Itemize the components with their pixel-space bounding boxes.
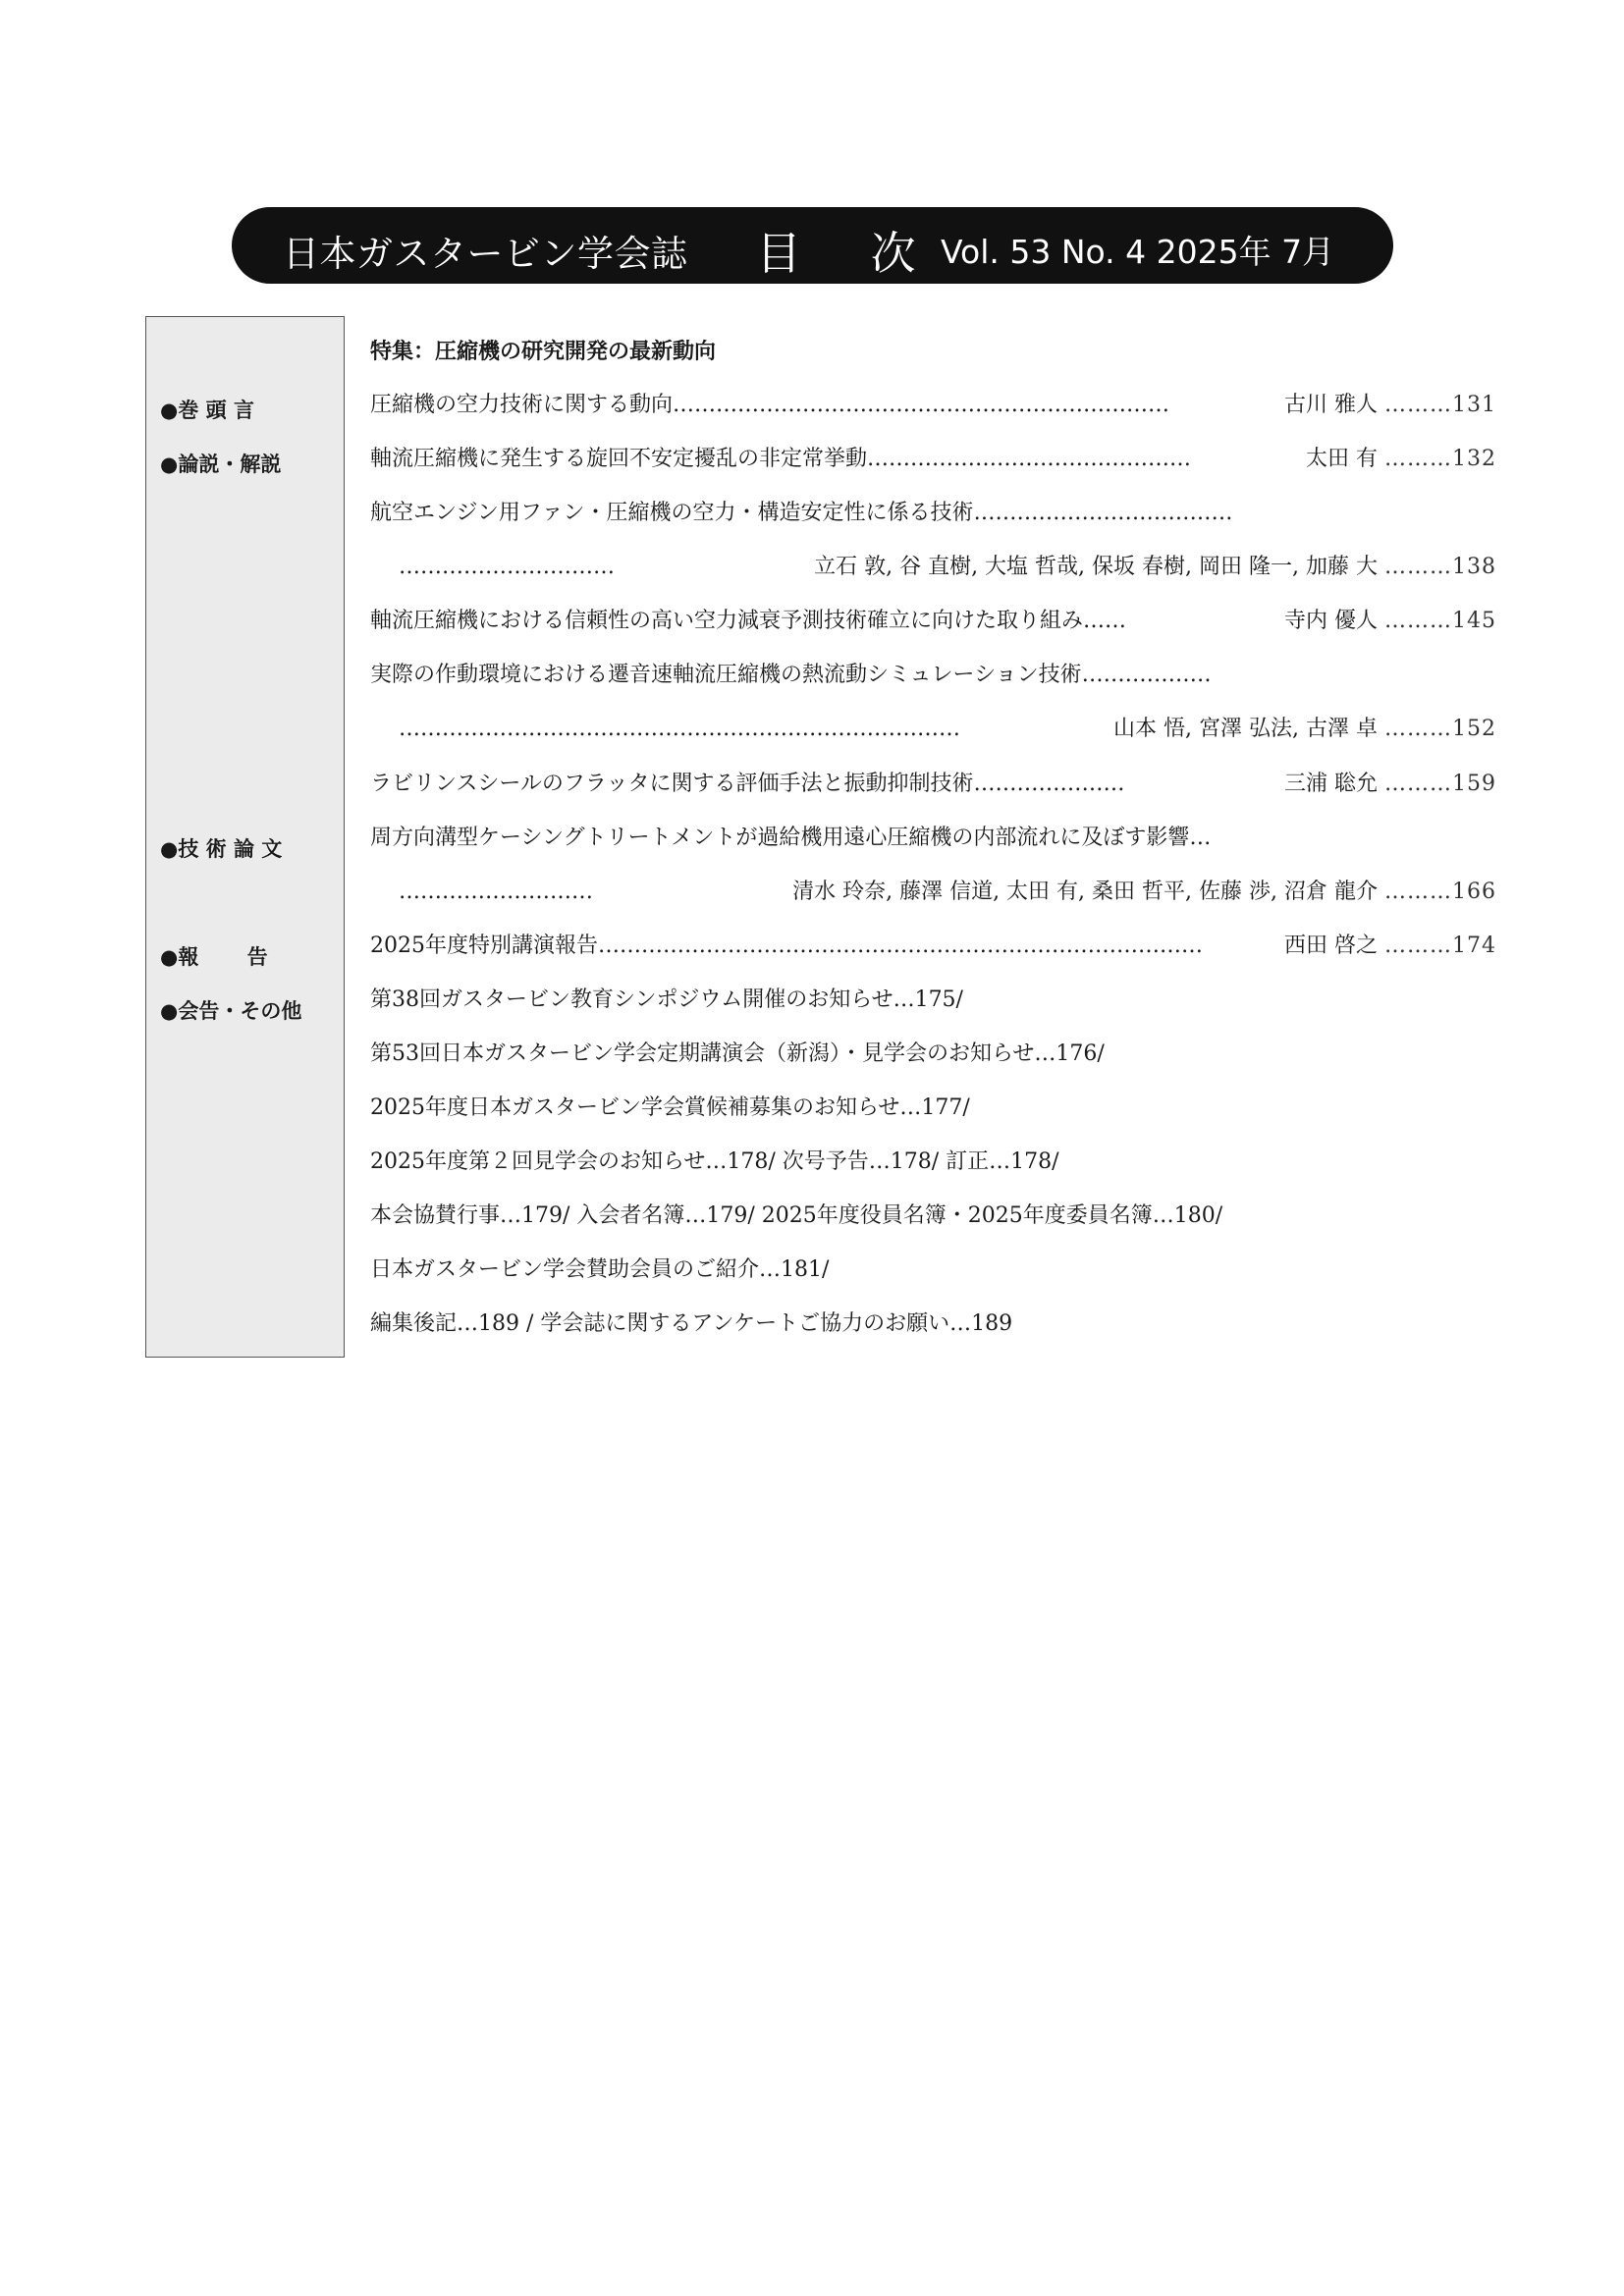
entry-tail (1284, 393, 1496, 418)
notice-item: 本会協賛行事…179/ 入会者名簿…179/ 2025年度役員名簿・2025年度委員名簿…180/ (370, 1203, 1223, 1228)
entry-page: ………138 (1384, 555, 1496, 579)
entry-authors: 三浦 聡允 (1284, 772, 1378, 796)
entry-page: ………166 (1384, 880, 1496, 904)
entry-page: ………132 (1384, 447, 1496, 471)
entry-tail (1284, 934, 1496, 959)
entry-tail (1284, 609, 1496, 634)
entry-authors: 立石 敦, 谷 直樹, 大塩 哲哉, 保坂 春樹, 岡田 隆一, 加藤 大 (814, 555, 1378, 579)
entry-authors: 山本 悟, 宮澤 弘法, 古澤 卓 (1113, 717, 1378, 741)
notice-item: 2025年度日本ガスタービン学会賞候補募集のお知らせ…177/ (370, 1095, 970, 1120)
title-banner (232, 207, 1393, 284)
entry-title: 航空エンジン用ファン・圧縮機の空力・構造安定性に係る技術……………………………… (370, 501, 1233, 525)
entry-tail (792, 880, 1496, 905)
entry-tail (1113, 717, 1496, 742)
entry-page: ………131 (1384, 393, 1496, 417)
entry-title: 軸流圧縮機に発生する旋回不安定擾乱の非定常挙動……………………………………… (370, 447, 1192, 471)
entry-title: 実際の作動環境における遷音速軸流圧縮機の熱流動シミュレーション技術……………… (370, 663, 1212, 687)
entry-title: 2025年度特別講演報告………………………………………………………………………… (370, 934, 1203, 958)
entry-page: ………145 (1384, 609, 1496, 633)
entry-title: 圧縮機の空力技術に関する動向…………………………………………………………… (370, 393, 1170, 417)
feature-title: 特集：圧縮機の研究開発の最新動向 (370, 340, 717, 364)
notice-item: 日本ガスタービン学会賛助会員のご紹介…181/ (370, 1257, 830, 1282)
entry-page: ………152 (1384, 717, 1496, 741)
entry-authors: 太田 有 (1306, 447, 1378, 471)
entry-title: 軸流圧縮機における信頼性の高い空力減衰予測技術確立に向けた取り組み…… (370, 609, 1127, 633)
entry-authors: 古川 雅人 (1284, 393, 1378, 417)
toc-label: 目 次 (756, 227, 944, 280)
category-kantougen: ●巻 頭 言 (160, 399, 254, 422)
notice-item: 編集後記…189 / 学会誌に関するアンケートご協力のお願い…189 (370, 1311, 1013, 1336)
entry-page: ………174 (1384, 934, 1496, 958)
category-kaikoku: ●会告・その他 (160, 999, 302, 1023)
entry-title: …………………………………………………………………… (399, 717, 960, 741)
entry-authors: 清水 玲奈, 藤澤 信道, 太田 有, 桑田 哲平, 佐藤 渉, 沼倉 龍介 (792, 880, 1378, 904)
entry-authors: 西田 啓之 (1284, 934, 1378, 958)
entry-tail (1284, 772, 1496, 797)
entry-title: 周方向溝型ケーシングトリートメントが過給機用遠心圧縮機の内部流れに及ぼす影響… (370, 826, 1212, 850)
entry-title: ラビリンスシールのフラッタに関する評価手法と振動抑制技術………………… (370, 772, 1125, 796)
entry-title: ………………………… (399, 555, 615, 579)
notice-item: 第53回日本ガスタービン学会定期講演会（新潟）・見学会のお知らせ…176/ (370, 1041, 1105, 1066)
category-ronsetsu: ●論説・解説 (160, 453, 282, 476)
issue-info: Vol. 53 No. 4 2025年 7月 (941, 233, 1335, 271)
entry-tail (814, 555, 1496, 580)
category-houkoku: ●報 告 (160, 945, 268, 969)
category-gijutsu: ●技 術 論 文 (160, 837, 283, 861)
entry-title: ……………………… (399, 880, 593, 904)
entry-page: ………159 (1384, 772, 1496, 796)
journal-title: 日本ガスタービン学会誌 (283, 233, 688, 275)
entry-authors: 寺内 優人 (1284, 609, 1378, 633)
notice-item: 2025年度第２回見学会のお知らせ…178/ 次号予告…178/ 訂正…178/ (370, 1149, 1059, 1174)
entry-tail (1306, 447, 1496, 472)
notice-item: 第38回ガスタービン教育シンポジウム開催のお知らせ…175/ (370, 988, 963, 1012)
